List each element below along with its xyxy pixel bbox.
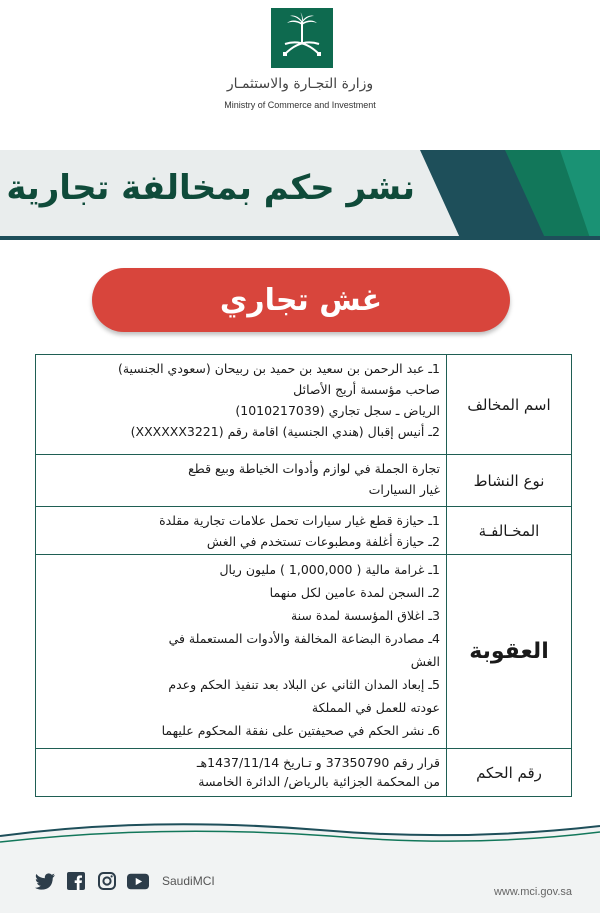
ministry-name-english: Ministry of Commerce and Investment: [224, 100, 376, 110]
penalty-line: 2ـ السجن لمدة عامين لكل منهما: [269, 585, 440, 600]
social-links: [34, 870, 215, 892]
instagram-icon[interactable]: [96, 870, 118, 892]
page-title: نشر حكم بمخالفة تجارية: [6, 168, 415, 208]
ministry-name-arabic: وزارة التجـارة والاستثمـار: [226, 76, 374, 92]
row-value: [36, 749, 446, 796]
row-label: رقم الحكم: [446, 749, 571, 796]
facebook-icon[interactable]: [65, 870, 87, 892]
table-row-verdict: [36, 749, 571, 796]
social-handle[interactable]: SaudiMCI: [162, 874, 215, 888]
table-row-violation: [36, 507, 571, 555]
row-value: [36, 355, 446, 454]
row-label: المخـالفـة: [446, 507, 571, 554]
activity-line: تجارة الجملة في لوازم وأدوات الخياطة وبيع قطع: [188, 461, 440, 476]
penalty-line: 1ـ غرامة مالية ( 1,000,000 ) مليون ريال: [219, 562, 440, 577]
activity-line: غيار السيارات: [368, 482, 440, 497]
footer-wave-graphic: [0, 820, 600, 913]
palm-swords-emblem-icon: [271, 8, 333, 68]
table-row-penalty: [36, 555, 571, 749]
penalty-line: 6ـ نشر الحكم في صحيفتين على نفقة المحكوم عليهما: [161, 723, 440, 738]
violation-line: 2ـ حيازة أغلفة ومطبوعات تستخدم في الغش: [206, 534, 440, 549]
table-row-activity: [36, 455, 571, 507]
row-value: [36, 455, 446, 506]
violator-line: الرياض ـ سجل تجاري (1010217039): [235, 403, 440, 418]
row-value: [36, 555, 446, 748]
verdict-line: قرار رقم 37350790 و تـاريخ 1437/11/14هـ: [196, 755, 440, 770]
violation-type-badge: [92, 268, 510, 332]
row-label: العقوبة: [446, 555, 571, 748]
title-banner: [0, 148, 600, 244]
table-row-violator: [36, 355, 571, 455]
violation-type-text: غش تجاري: [219, 282, 383, 318]
penalty-line: 3ـ اغلاق المؤسسة لمدة سنة: [290, 608, 440, 623]
violator-line: 2ـ أنيس إقبال (هندي الجنسية) اقامة رقم (XXXXXX3221): [130, 424, 440, 439]
verdict-line: من المحكمة الجزائية بالرياض/ الدائرة الخامسة: [198, 774, 440, 789]
violator-line: صاحب مؤسسة أريج الأصائل: [293, 382, 440, 397]
violation-line: 1ـ حيازة قطع غيار سيارات تحمل علامات تجارية مقلدة: [159, 513, 440, 528]
penalty-line: 5ـ إبعاد المدان الثاني عن البلاد بعد تنفيذ الحكم وعدم: [168, 677, 440, 692]
youtube-icon[interactable]: [127, 870, 149, 892]
row-label: نوع النشاط: [446, 455, 571, 506]
verdict-table: [35, 354, 572, 797]
violator-line: 1ـ عبد الرحمن بن سعيد بن حميد بن ربيحان (سعودي الجنسية): [117, 361, 440, 376]
ministry-logo: [271, 8, 333, 68]
twitter-icon[interactable]: [34, 870, 56, 892]
penalty-line: الغش: [410, 654, 440, 669]
row-label: اسم المخالف: [446, 355, 571, 454]
row-value: [36, 507, 446, 554]
website-link[interactable]: www.mci.gov.sa: [493, 886, 572, 898]
penalty-line: عودته للعمل في المملكة: [311, 700, 440, 715]
penalty-line: 4ـ مصادرة البضاعة المخالفة والأدوات المستعملة في: [168, 631, 440, 646]
